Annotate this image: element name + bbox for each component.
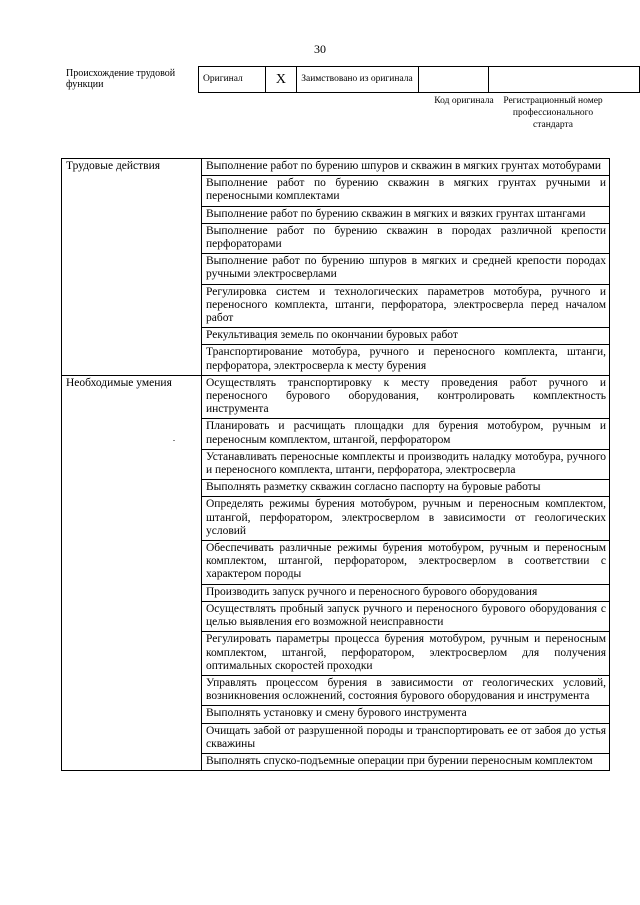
table-row	[62, 375, 610, 419]
section-item: Выполнение работ по бурению скважин в породах различной крепости перфораторами	[202, 223, 610, 253]
table-row	[62, 159, 610, 176]
section-item: Осуществлять транспортировку к месту проведения работ ручного и переносного бурового оборудования, контролировать комплектность инструмента	[202, 375, 610, 419]
section-item: Определять режимы бурения мотобуром, ручным и переносным комплектом, штангой, перфоратором, электросверлом в зависимости от геологических условий	[202, 497, 610, 541]
borrowed-cell: Заимствовано из оригинала	[297, 67, 419, 93]
section-item: Выполнять спуско-подъемные операции при бурении переносным комплектом	[202, 753, 610, 770]
section-item: Планировать и расчищать площадки для бурения мотобуром, ручным и переносным комплектом, штангой, перфоратором	[202, 419, 610, 449]
original-code-cell	[419, 67, 488, 93]
registration-caption: Регистрационный номер профессионального стандарта	[503, 96, 603, 130]
original-cell: Оригинал	[199, 67, 266, 93]
section-item: Выполнение работ по бурению скважин в мягких и вязких грунтах штангами	[202, 206, 610, 223]
section-item: Устанавливать переносные комплекты и производить наладку мотобура, ручного и переносного комплекта, штанги, перфоратора, электросверла	[202, 449, 610, 479]
section-item: Выполнять установку и смену бурового инструмента	[202, 706, 610, 723]
section-item: Управлять процессом бурения в зависимости от геологических условий, возникновения осложнений, состояния бурового оборудования и инструмента	[202, 675, 610, 705]
section-item: Производить запуск ручного и переносного бурового оборудования	[202, 584, 610, 601]
section-item: Рекультивация земель по окончании буровых работ	[202, 328, 610, 345]
origin-label: Происхождение трудовой функции	[66, 68, 176, 90]
page-number: 30	[314, 42, 326, 56]
labor-function-table	[61, 158, 610, 771]
section-item: Выполнение работ по бурению шпуров и скважин в мягких грунтах мотобурами	[202, 159, 610, 176]
scan-artifact	[173, 440, 175, 441]
section-title: Трудовые действия	[62, 159, 202, 376]
section-item: Выполнение работ по бурению шпуров в мягких и средней крепости породах ручными электросверлами	[202, 254, 610, 284]
section-item: Регулировать параметры процесса бурения мотобуром, ручным и переносным комплектом, штангой, перфоратором, электросверлом для получения оптимальных скоростей проходки	[202, 632, 610, 676]
section-title: Необходимые умения	[62, 375, 202, 770]
section-item: Осуществлять пробный запуск ручного и переносного бурового оборудования с целью выявления его возможной неисправности	[202, 601, 610, 631]
code-caption: Код оригинала	[434, 96, 494, 106]
origin-table	[198, 66, 640, 93]
section-item: Транспортирование мотобура, ручного и переносного комплекта, штанги, перфоратора, электросверла к месту бурения	[202, 345, 610, 375]
section-item: Выполнять разметку скважин согласно паспорту на буровые работы	[202, 480, 610, 497]
original-mark: X	[265, 67, 296, 93]
registration-number-cell	[488, 67, 639, 93]
section-item: Регулировка систем и технологических параметров мотобура, ручного и переносного комплекта, штанги, перфоратора, электросверла перед началом работ	[202, 284, 610, 328]
section-item: Обеспечивать различные режимы бурения мотобуром, ручным и переносным комплектом, штангой, перфоратором, электросверлом в соответствии с характером породы	[202, 541, 610, 585]
section-item: Выполнение работ по бурению скважин в мягких грунтах ручными и переносными комплектами	[202, 176, 610, 206]
section-item: Очищать забой от разрушенной породы и транспортировать ее от забоя до устья скважины	[202, 723, 610, 753]
